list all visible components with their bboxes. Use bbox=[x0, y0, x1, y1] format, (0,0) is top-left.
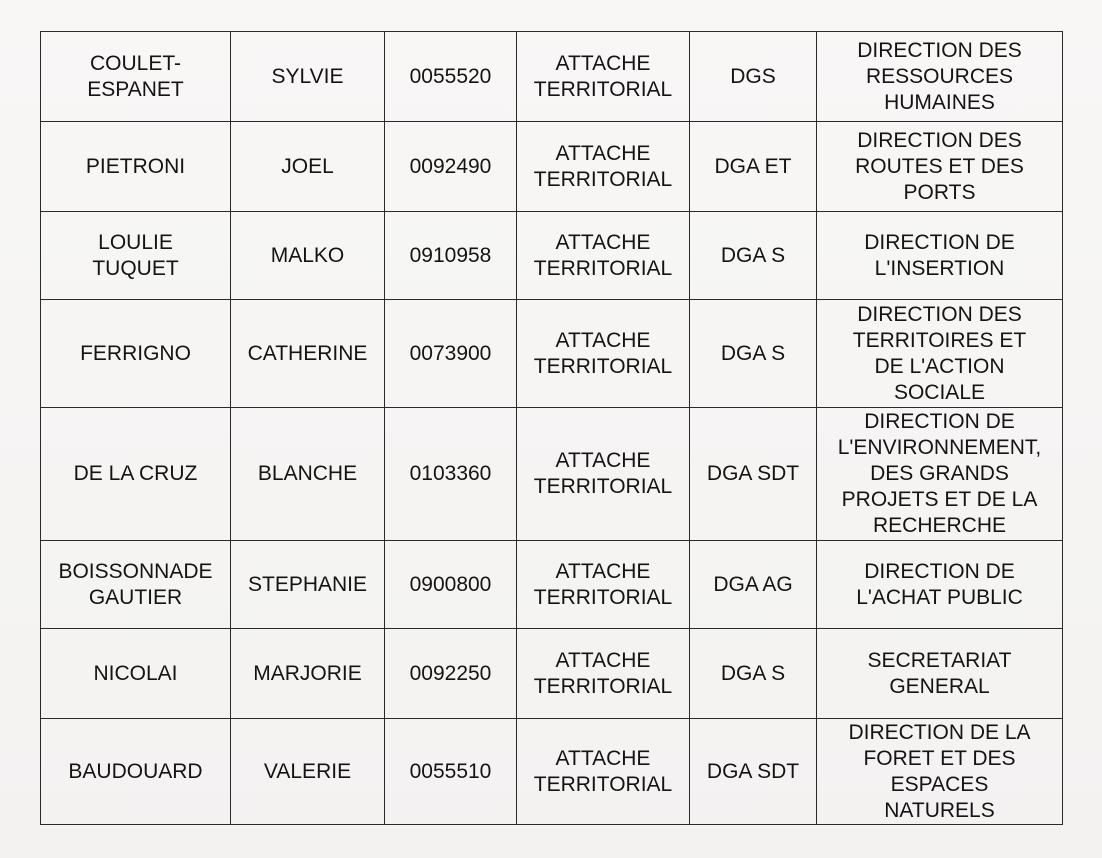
direction-cell: DIRECTION DES ROUTES ET DES PORTS bbox=[817, 122, 1063, 212]
table-row bbox=[41, 122, 1063, 212]
dg-cell: DGA SDT bbox=[690, 408, 817, 541]
agent-id-cell: 0103360 bbox=[385, 408, 517, 541]
grade-cell: ATTACHE TERRITORIAL bbox=[517, 300, 690, 408]
last-name-cell: DE LA CRUZ bbox=[41, 408, 231, 541]
table-row bbox=[41, 408, 1063, 541]
table-row bbox=[41, 32, 1063, 122]
dg-cell: DGA AG bbox=[690, 541, 817, 629]
first-name-cell: STEPHANIE bbox=[231, 541, 385, 629]
agent-id-cell: 0900800 bbox=[385, 541, 517, 629]
dg-cell: DGA ET bbox=[690, 122, 817, 212]
last-name-cell: COULET- ESPANET bbox=[41, 32, 231, 122]
direction-cell: DIRECTION DE LA FORET ET DES ESPACES NATURELS bbox=[817, 719, 1063, 825]
direction-cell: DIRECTION DES RESSOURCES HUMAINES bbox=[817, 32, 1063, 122]
first-name-cell: SYLVIE bbox=[231, 32, 385, 122]
table-row bbox=[41, 300, 1063, 408]
first-name-cell: BLANCHE bbox=[231, 408, 385, 541]
last-name-cell: BAUDOUARD bbox=[41, 719, 231, 825]
grade-cell: ATTACHE TERRITORIAL bbox=[517, 122, 690, 212]
first-name-cell: JOEL bbox=[231, 122, 385, 212]
grade-cell: ATTACHE TERRITORIAL bbox=[517, 212, 690, 300]
direction-cell: DIRECTION DE L'ENVIRONNEMENT, DES GRANDS PROJETS ET DE LA RECHERCHE bbox=[817, 408, 1063, 541]
dg-cell: DGA SDT bbox=[690, 719, 817, 825]
direction-cell: DIRECTION DE L'ACHAT PUBLIC bbox=[817, 541, 1063, 629]
agent-id-cell: 0055510 bbox=[385, 719, 517, 825]
grade-cell: ATTACHE TERRITORIAL bbox=[517, 541, 690, 629]
table-body bbox=[41, 32, 1063, 825]
direction-cell: SECRETARIAT GENERAL bbox=[817, 629, 1063, 719]
personnel-table bbox=[40, 31, 1063, 825]
last-name-cell: BOISSONNADE GAUTIER bbox=[41, 541, 231, 629]
dg-cell: DGA S bbox=[690, 629, 817, 719]
first-name-cell: MALKO bbox=[231, 212, 385, 300]
grade-cell: ATTACHE TERRITORIAL bbox=[517, 32, 690, 122]
first-name-cell: VALERIE bbox=[231, 719, 385, 825]
agent-id-cell: 0055520 bbox=[385, 32, 517, 122]
table-row bbox=[41, 212, 1063, 300]
table-row bbox=[41, 629, 1063, 719]
first-name-cell: CATHERINE bbox=[231, 300, 385, 408]
agent-id-cell: 0910958 bbox=[385, 212, 517, 300]
grade-cell: ATTACHE TERRITORIAL bbox=[517, 719, 690, 825]
agent-id-cell: 0092490 bbox=[385, 122, 517, 212]
dg-cell: DGS bbox=[690, 32, 817, 122]
agent-id-cell: 0092250 bbox=[385, 629, 517, 719]
dg-cell: DGA S bbox=[690, 212, 817, 300]
grade-cell: ATTACHE TERRITORIAL bbox=[517, 408, 690, 541]
last-name-cell: PIETRONI bbox=[41, 122, 231, 212]
table-row bbox=[41, 719, 1063, 825]
last-name-cell: FERRIGNO bbox=[41, 300, 231, 408]
direction-cell: DIRECTION DES TERRITOIRES ET DE L'ACTION SOCIALE bbox=[817, 300, 1063, 408]
last-name-cell: NICOLAI bbox=[41, 629, 231, 719]
dg-cell: DGA S bbox=[690, 300, 817, 408]
grade-cell: ATTACHE TERRITORIAL bbox=[517, 629, 690, 719]
first-name-cell: MARJORIE bbox=[231, 629, 385, 719]
agent-id-cell: 0073900 bbox=[385, 300, 517, 408]
table-row bbox=[41, 541, 1063, 629]
direction-cell: DIRECTION DE L'INSERTION bbox=[817, 212, 1063, 300]
last-name-cell: LOULIE TUQUET bbox=[41, 212, 231, 300]
